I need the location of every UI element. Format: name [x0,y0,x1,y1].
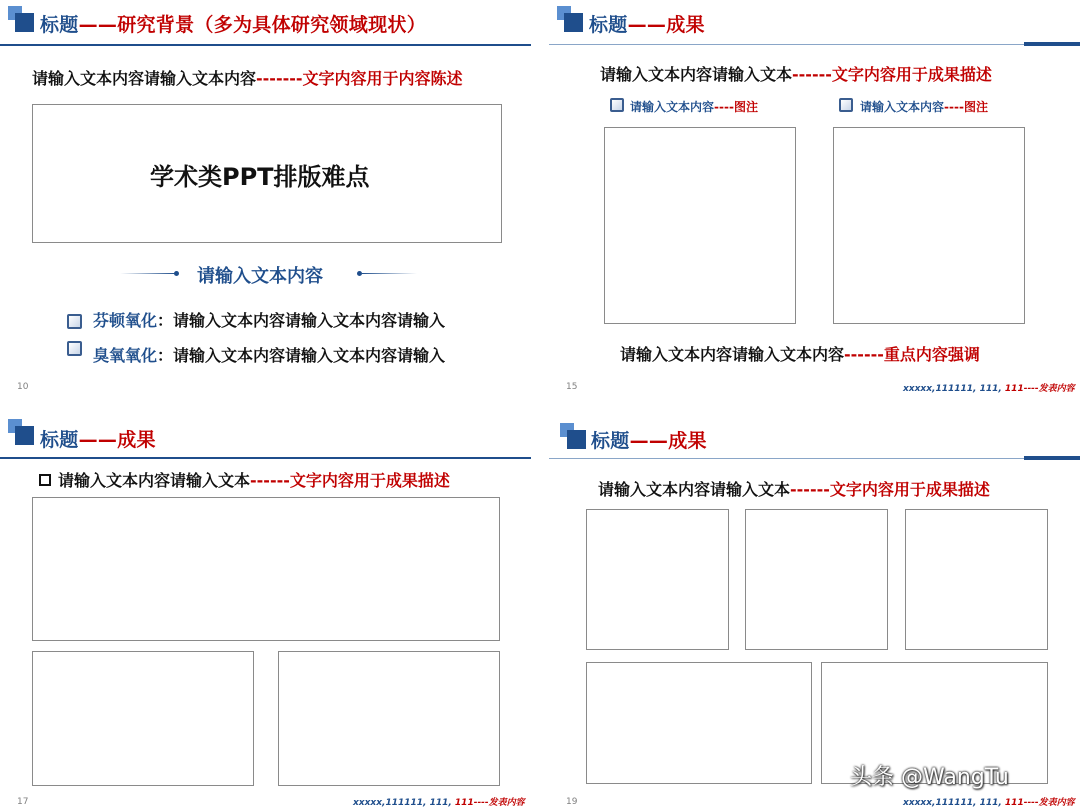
figure-box [604,127,796,324]
heading-red-text: -------文字内容用于内容陈述 [256,69,463,88]
subhead-line-right [362,273,417,274]
bottom-black-text: 请输入文本内容请输入文本内容 [620,345,845,364]
footer-citation [903,795,1075,808]
subhead-dot-left [174,271,179,276]
title-prefix: 标题 [40,429,79,451]
header-divider [549,44,1024,45]
header-accent-bar [1024,42,1080,46]
slide-title [40,10,426,37]
slide-title [40,425,156,452]
figure-box [905,509,1048,650]
bullet-text: ：请输入文本内容请输入文本内容请输入 [157,311,446,330]
watermark-text: 头条 @WangTu [850,765,1009,790]
title-prefix: 标题 [591,430,630,452]
slide-title [591,426,707,453]
checkbox-icon [67,341,82,356]
bullet-item [93,343,445,366]
title-main: ——成果 [78,429,156,451]
slide-heading [32,66,463,89]
footer-red-text: 111----发表内容 [1004,798,1075,808]
bullet-term: 芬顿氧化 [93,311,158,330]
heading-black-text: 请输入文本内容请输入文本内容 [32,69,257,88]
footer-red-text: 111----发表内容 [1004,384,1075,394]
figure-box [833,127,1025,324]
checkbox-icon [67,314,82,329]
slide-heading [598,477,990,500]
header-divider [0,44,531,46]
figure-box [586,662,812,784]
square-bullet-icon [39,474,51,486]
slide-17 [0,413,531,812]
footer-red-text: 111----发表内容 [454,798,525,808]
figure-box [32,497,500,641]
title-prefix: 标题 [40,14,79,36]
title-main: ——成果 [629,430,707,452]
gutter-horizontal [0,398,1080,413]
subhead-text: 请输入文本内容 [197,266,323,287]
center-text: 学术类PPT排版难点 [150,163,370,191]
heading-black-text: 请输入文本内容请输入文本 [58,471,251,490]
bullet-term: 臭氧氧化 [93,346,158,365]
page-number: 10 [17,382,29,392]
figure-box [32,651,254,786]
caption-red-text: ----图注 [944,100,988,114]
header-divider [549,458,1024,459]
figure-box [586,509,729,650]
subhead-line-left [120,273,175,274]
heading-black-text: 请输入文本内容请输入文本 [598,480,791,499]
header-divider [0,457,531,459]
slide-title [589,10,705,37]
title-main: ——研究背景（多为具体研究领域现状） [78,14,427,36]
heading-red-text: ------文字内容用于成果描述 [250,471,450,490]
footer-blue-text: xxxxx,111111, 111, [353,798,452,808]
figure-caption [630,98,758,115]
page-number: 19 [566,797,578,807]
slide-heading [58,468,450,491]
slide-10 [0,0,531,398]
page-number: 15 [566,382,578,392]
heading-black-text: 请输入文本内容请输入文本 [600,65,793,84]
heading-red-text: ------文字内容用于成果描述 [792,65,992,84]
caption-red-text: ----图注 [714,100,758,114]
slide-heading [600,62,992,85]
heading-red-text: ------文字内容用于成果描述 [790,480,990,499]
slide-19 [549,413,1080,812]
bullet-item [93,308,445,331]
footer-blue-text: xxxxx,111111, 111, [903,798,1002,808]
footer-citation [353,795,525,808]
bullet-text: ：请输入文本内容请输入文本内容请输入 [157,346,446,365]
title-main: ——成果 [627,14,705,36]
bottom-red-text: ------重点内容强调 [844,345,980,364]
title-prefix: 标题 [589,14,628,36]
figure-caption [860,98,988,115]
slide-15 [549,0,1080,398]
figure-box [278,651,500,786]
footer-citation [903,381,1075,394]
caption-text: 请输入文本内容 [630,100,715,114]
page-number: 17 [17,797,29,807]
figure-box [745,509,888,650]
checkbox-icon [610,98,624,112]
header-accent-bar [1024,456,1080,460]
checkbox-icon [839,98,853,112]
caption-text: 请输入文本内容 [860,100,945,114]
bottom-heading [620,342,980,365]
footer-blue-text: xxxxx,111111, 111, [903,384,1002,394]
